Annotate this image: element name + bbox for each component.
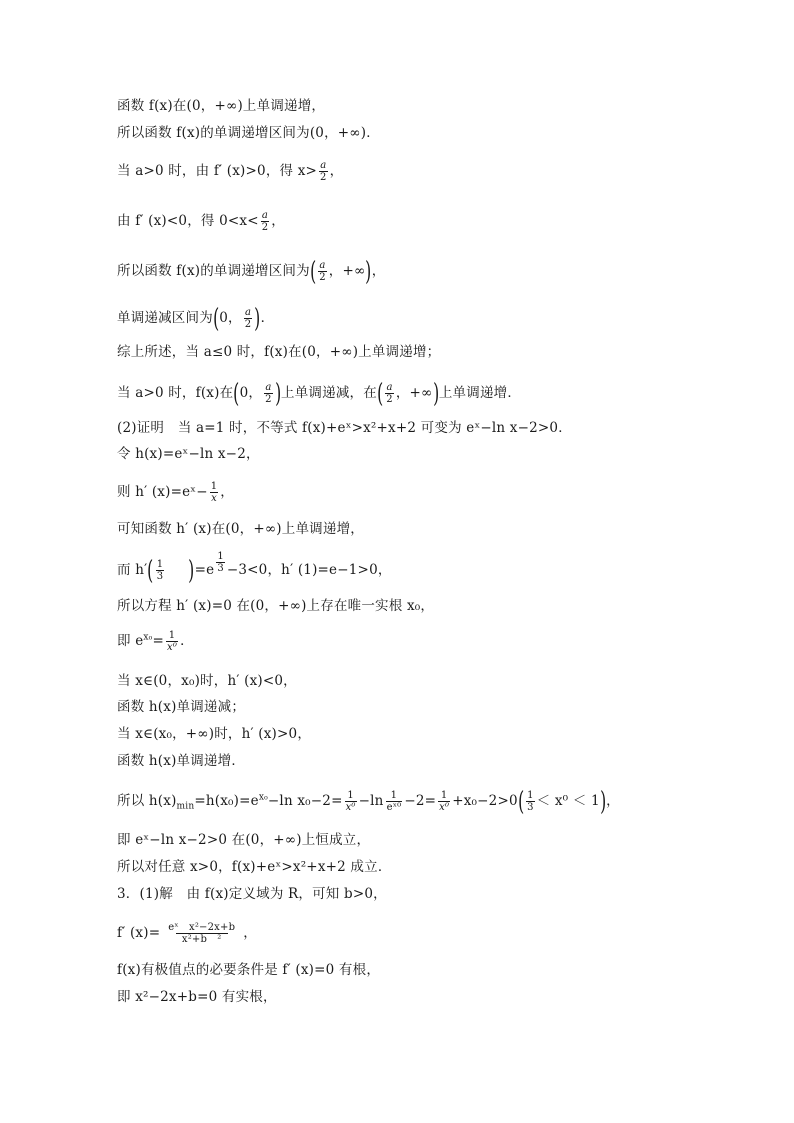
numerator: a <box>261 210 269 221</box>
text-line <box>117 922 257 945</box>
text-span: ． <box>260 310 275 326</box>
right-paren: ) <box>254 303 261 334</box>
denominator: eˣ⁰ <box>386 802 402 813</box>
text-span: ， <box>220 484 234 500</box>
text-span: 0 <box>239 385 249 401</box>
text-span: 0 <box>219 310 229 326</box>
text-line: 综上所述，当 a≤0 时，f(x)在(0，+∞)上单调递增； <box>117 344 441 360</box>
fraction <box>156 559 165 582</box>
numerator: a <box>265 382 272 393</box>
text-span: +∞ <box>409 385 433 401</box>
text-span: f′ (x)= <box>117 925 161 941</box>
fraction <box>162 922 241 945</box>
numerator: eˣ x²−2x+b <box>168 922 236 933</box>
text-span: ， <box>606 793 620 809</box>
left-paren: ( <box>377 378 384 409</box>
text-line: 3．(1)解 由 f(x)定义域为 R，可知 b>0， <box>117 886 387 902</box>
text-span: ＜ x⁰ ＜ 1 <box>536 793 600 809</box>
text-line: 即 x²−2x+b=0 有实根， <box>117 989 277 1005</box>
text-span: ， <box>243 925 257 941</box>
text-line <box>117 256 386 287</box>
text-span: 所以 h(x) <box>117 793 177 809</box>
denominator: x⁰ <box>439 802 450 813</box>
text-span: =e <box>194 562 215 578</box>
denominator: x <box>211 493 217 504</box>
fraction <box>216 551 225 574</box>
left-paren: ( <box>517 786 525 817</box>
text-line <box>117 630 194 653</box>
numerator: 1 <box>390 790 398 801</box>
text-line <box>117 481 234 504</box>
denominator: x²+b ² <box>176 933 228 945</box>
numerator: 1 <box>440 790 448 801</box>
right-paren: ) <box>274 378 281 409</box>
text-line <box>117 786 620 817</box>
superscript: x₀ <box>258 792 268 803</box>
text-line: 可知函数 h′ (x)在(0，+∞)上单调递增， <box>117 521 364 537</box>
text-span: =h(x₀)=e <box>194 793 259 809</box>
fraction <box>210 481 219 504</box>
denominator: 2 <box>386 394 393 405</box>
text-line <box>117 160 343 183</box>
text-span: ， <box>271 213 285 229</box>
left-paren: ( <box>309 256 317 287</box>
text-span: ， <box>395 385 410 401</box>
text-line: 即 eˣ−ln x−2>0 在(0，+∞)上恒成立， <box>117 832 371 848</box>
text-span: 当 a>0 时，由 f′ (x)>0，得 x> <box>117 163 318 179</box>
text-span: ． <box>180 633 194 649</box>
numerator: a <box>319 260 326 271</box>
subscript: min <box>176 801 195 812</box>
denominator: x⁰ <box>345 802 356 813</box>
text-span: 上单调递减，在 <box>281 385 377 401</box>
denominator: x⁰ <box>167 642 178 653</box>
text-span: ， <box>228 310 242 326</box>
denominator: 3 <box>217 563 224 574</box>
text-line: 令 h(x)=eˣ−ln x−2， <box>117 446 260 462</box>
text-span: 所以函数 f(x)的单调递增区间为 <box>117 263 310 279</box>
fraction <box>261 210 270 233</box>
numerator: a <box>320 160 327 171</box>
superscript: x₀ <box>143 632 153 643</box>
text-line <box>117 378 522 409</box>
text-span: +∞ <box>342 263 366 279</box>
text-line: 函数 h(x)单调递减； <box>117 699 246 715</box>
numerator: a <box>244 307 252 318</box>
text-span: −ln x₀−2= <box>267 793 343 809</box>
text-span: 则 h′ (x)=eˣ− <box>117 484 208 500</box>
numerator: a <box>386 382 393 393</box>
text-span: = <box>152 633 164 649</box>
text-line: f(x)有极值点的必要条件是 f′ (x)=0 有根， <box>117 962 381 978</box>
text-line <box>117 303 275 334</box>
text-line: 所以对任意 x>0，f(x)+eˣ>x²+x+2 成立． <box>117 859 392 875</box>
text-line <box>117 210 285 233</box>
right-paren: ) <box>188 555 195 586</box>
right-paren: ) <box>432 378 439 409</box>
text-line: 函数 h(x)单调递增． <box>117 753 246 769</box>
numerator: 1 <box>168 630 176 641</box>
text-line: 所以函数 f(x)的单调递增区间为(0，+∞)． <box>117 125 380 141</box>
fraction <box>386 790 403 813</box>
text-span: 上单调递增． <box>438 385 522 401</box>
numerator: 1 <box>217 551 224 562</box>
denominator: 3 <box>527 802 534 813</box>
text-span: −3<0，h′ (1)=e−1>0， <box>226 562 392 578</box>
denominator: 2 <box>261 222 269 233</box>
fraction <box>319 160 328 183</box>
fraction <box>345 790 357 813</box>
text-span: 由 f′ (x)<0，得 0<x< <box>117 213 259 229</box>
text-line: 当 x∈(0，x₀)时，h′ (x)<0， <box>117 673 297 689</box>
text-line <box>117 551 392 586</box>
fraction <box>244 307 253 330</box>
fraction <box>264 382 273 405</box>
text-span: 而 h′ <box>117 562 148 578</box>
text-line: 函数 f(x)在(0，+∞)上单调递增， <box>117 98 326 114</box>
numerator: 1 <box>527 790 534 801</box>
fraction <box>385 382 394 405</box>
right-paren: ) <box>599 786 607 817</box>
numerator: 1 <box>210 481 218 492</box>
denominator: 2 <box>319 272 326 283</box>
text-span: −2= <box>404 793 437 809</box>
fraction <box>166 630 178 653</box>
text-span: ， <box>248 385 263 401</box>
right-paren: ) <box>365 256 372 287</box>
fraction <box>526 790 535 813</box>
numerator: 1 <box>156 559 164 570</box>
left-paren: ( <box>147 555 154 586</box>
numerator: 1 <box>347 790 354 801</box>
text-span: 当 a>0 时，f(x)在 <box>117 385 234 401</box>
left-paren: ( <box>212 303 220 334</box>
text-span: −ln <box>358 793 384 809</box>
fraction <box>438 790 450 813</box>
denominator: 3 <box>156 571 164 582</box>
denominator: 2 <box>244 319 252 330</box>
text-line: (2)证明 当 a=1 时，不等式 f(x)+eˣ>x²+x+2 可变为 eˣ−ln x−2>0． <box>117 420 572 436</box>
left-paren: ( <box>233 378 240 409</box>
text-span: 单调递减区间为 <box>117 310 213 326</box>
text-span: 即 e <box>117 633 144 649</box>
text-span: ， <box>329 163 344 179</box>
denominator: 2 <box>320 172 327 183</box>
fraction <box>318 260 327 283</box>
text-span: ， <box>371 263 386 279</box>
text-span: ， <box>328 263 343 279</box>
text-line: 所以方程 h′ (x)=0 在(0，+∞)上存在唯一实根 x₀， <box>117 598 435 614</box>
denominator: 2 <box>265 394 272 405</box>
text-span: +x₀−2>0 <box>452 793 518 809</box>
text-line: 当 x∈(x₀，+∞)时，h′ (x)>0， <box>117 726 312 742</box>
